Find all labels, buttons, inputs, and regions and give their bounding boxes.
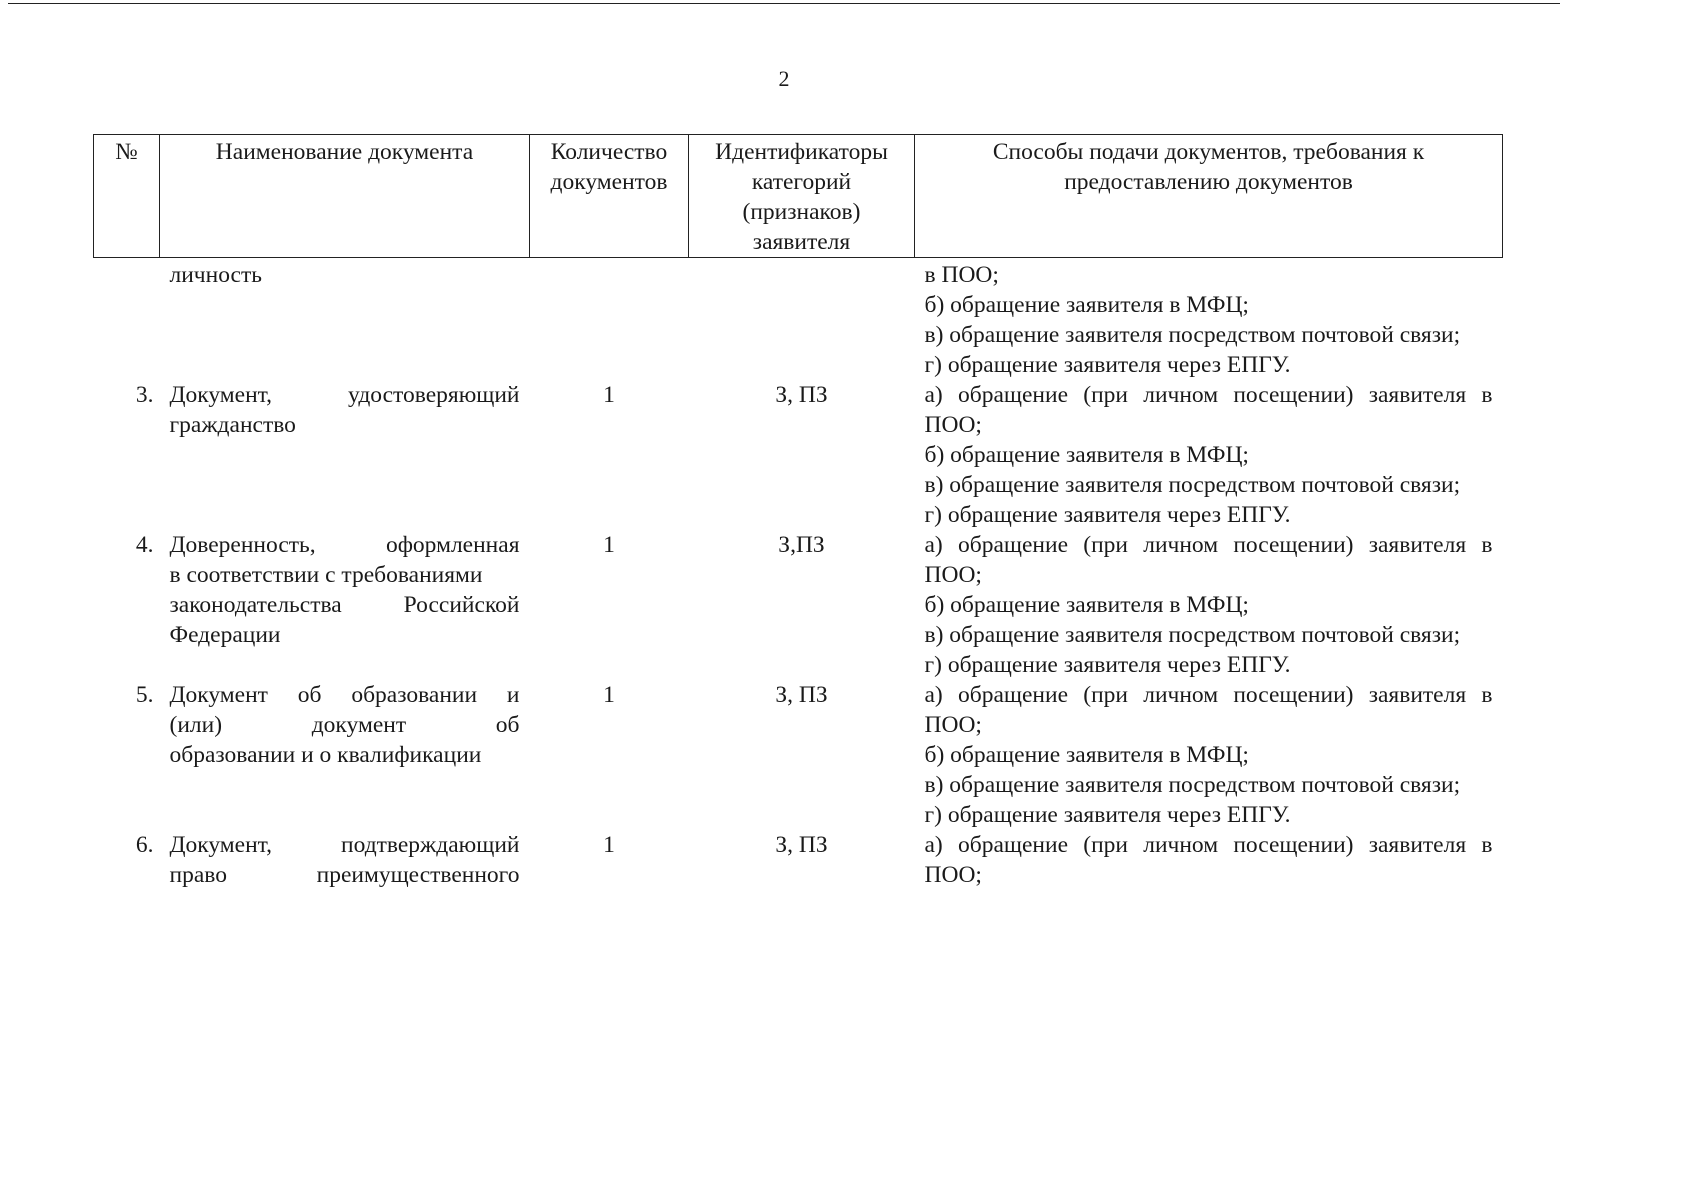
table-header xyxy=(94,135,1503,258)
row-document-name xyxy=(160,380,530,530)
name-line: гражданство xyxy=(169,412,296,438)
row-document-name xyxy=(160,680,530,830)
row-document-count: 1 xyxy=(603,532,615,558)
method-line: в) обращение заявителя посредством почтовой связи; xyxy=(924,772,1461,798)
name-line: Документ, подтверждающий xyxy=(169,832,520,858)
row-applicant-ids: З, ПЗ xyxy=(775,382,828,408)
table-row xyxy=(94,380,1503,530)
name-line: законодательства Российской xyxy=(169,592,520,618)
row-document-count xyxy=(530,258,689,381)
method-line: в) обращение заявителя посредством почтовой связи; xyxy=(924,322,1461,348)
documents-table xyxy=(93,134,1503,890)
name-line: право преимущественного xyxy=(169,862,520,888)
name-line: (или) документ об xyxy=(169,712,520,738)
name-line: Доверенность, оформленная xyxy=(169,532,520,558)
method-line: а) обращение (при личном посещении) заявителя в ПОО; xyxy=(924,532,1493,588)
method-line: в) обращение заявителя посредством почтовой связи; xyxy=(924,472,1461,498)
row-document-name xyxy=(160,530,530,680)
table-row xyxy=(94,830,1503,890)
row-document-name: личность xyxy=(169,262,262,288)
method-line: г) обращение заявителя через ЕПГУ. xyxy=(924,652,1291,678)
header-document-count: Количество документов xyxy=(530,135,689,258)
row-number: 4. xyxy=(135,532,154,558)
row-document-count: 1 xyxy=(603,382,615,408)
row-submission-methods xyxy=(915,258,1503,381)
name-line: образовании и о квалификации xyxy=(169,742,482,768)
top-rule xyxy=(8,3,1560,4)
header-applicant-ids: Идентификаторы категорий (признаков) заявителя xyxy=(689,135,915,258)
method-line: г) обращение заявителя через ЕПГУ. xyxy=(924,802,1291,828)
table-row-continuation xyxy=(94,258,1503,381)
method-line: г) обращение заявителя через ЕПГУ. xyxy=(924,502,1291,528)
row-submission-methods xyxy=(915,530,1503,680)
name-line: Документ, удостоверяющий xyxy=(169,382,520,408)
header-submission-methods: Способы подачи документов, требования к предоставлению документов xyxy=(915,135,1503,258)
table-row xyxy=(94,530,1503,680)
method-line: а) обращение (при личном посещении) заявителя в ПОО; xyxy=(924,682,1493,738)
row-applicant-ids: З, ПЗ xyxy=(775,832,828,858)
header-row xyxy=(94,135,1503,258)
table-row xyxy=(94,680,1503,830)
method-line: б) обращение заявителя в МФЦ; xyxy=(924,442,1249,468)
row-submission-methods xyxy=(915,830,1503,890)
row-document-count: 1 xyxy=(603,832,615,858)
method-line: б) обращение заявителя в МФЦ; xyxy=(924,292,1249,318)
page-number: 2 xyxy=(778,66,790,91)
header-number: № xyxy=(94,135,160,258)
name-line: в соответствии с требованиями xyxy=(169,562,483,588)
header-document-name: Наименование документа xyxy=(160,135,530,258)
row-submission-methods xyxy=(915,680,1503,830)
row-applicant-ids xyxy=(689,258,915,381)
row-document-name xyxy=(160,830,530,890)
row-number: 3. xyxy=(135,382,154,408)
method-line: б) обращение заявителя в МФЦ; xyxy=(924,742,1249,768)
method-line: б) обращение заявителя в МФЦ; xyxy=(924,592,1249,618)
method-line: в ПОО; xyxy=(924,262,999,288)
method-line: в) обращение заявителя посредством почтовой связи; xyxy=(924,622,1461,648)
method-line: а) обращение (при личном посещении) заявителя в ПОО; xyxy=(924,382,1493,438)
row-submission-methods xyxy=(915,380,1503,530)
method-line: а) обращение (при личном посещении) заявителя в ПОО; xyxy=(924,832,1493,888)
row-applicant-ids: З, ПЗ xyxy=(775,682,828,708)
document-sheet xyxy=(93,134,1502,890)
name-line: Документ об образовании и xyxy=(169,682,520,708)
table-body xyxy=(94,258,1503,891)
row-applicant-ids: З,ПЗ xyxy=(778,532,825,558)
row-number: 6. xyxy=(135,832,154,858)
row-document-count: 1 xyxy=(603,682,615,708)
row-number: 5. xyxy=(135,682,154,708)
name-line: Федерации xyxy=(169,622,281,648)
method-line: г) обращение заявителя через ЕПГУ. xyxy=(924,352,1291,378)
row-number xyxy=(94,258,160,381)
